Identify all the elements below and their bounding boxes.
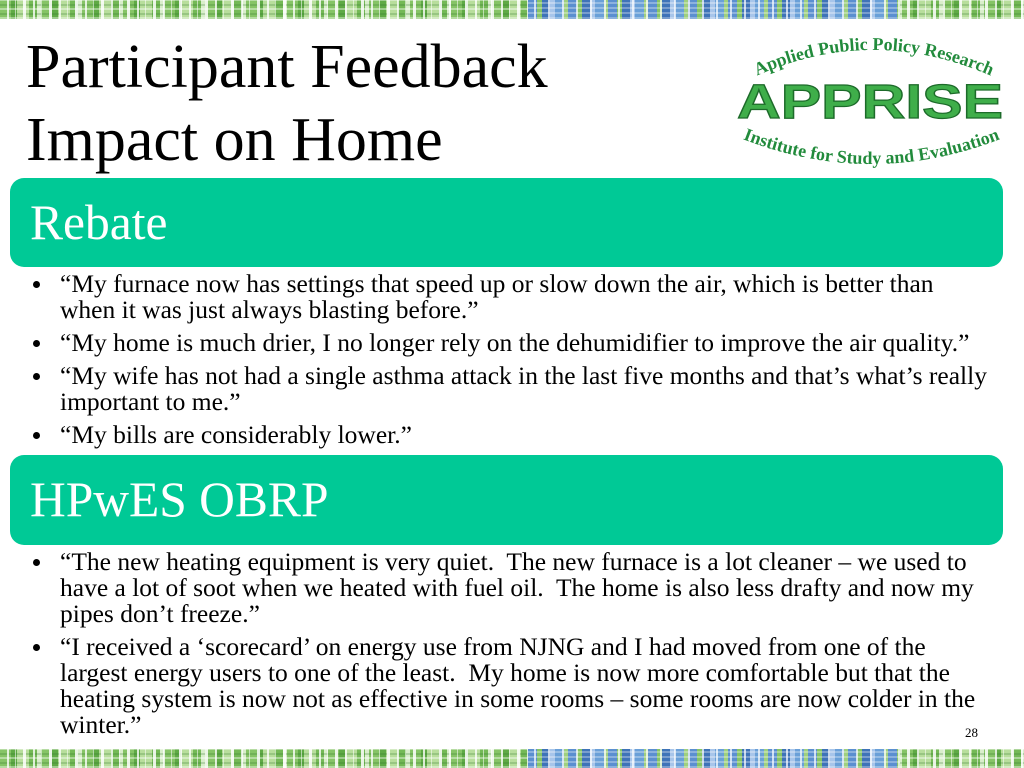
page-number: 28	[965, 725, 978, 740]
bullet-item	[0, 271, 1000, 323]
bullet-marker	[33, 340, 40, 347]
bullet-text-line: heating system is now not as effective in some rooms – some rooms are now colder in the	[60, 684, 976, 713]
decorative-border-top	[0, 0, 1024, 19]
logo-top-arc-text: Applied Public Policy Research	[750, 33, 998, 80]
slide-title	[26, 31, 548, 177]
bullet-marker	[33, 559, 40, 566]
decorative-border-bottom-blue-segment	[528, 749, 900, 768]
bullet-text-line: winter.”	[60, 710, 142, 739]
bullet-text-line: important to me.”	[60, 387, 241, 416]
logo-top-arc	[751, 34, 997, 79]
bullet-text-line: “My furnace now has settings that speed up or slow down the air, which is better than	[60, 269, 934, 298]
bullet-item	[0, 330, 1000, 356]
bullet-list-hpwes-obrp	[0, 549, 1000, 738]
bullet-marker	[33, 281, 40, 288]
logo-wordmark: APPRISE	[737, 76, 1003, 129]
bullet-text-line: “My wife has not had a single asthma attack in the last five months and that’s what’s really	[60, 361, 987, 390]
logo-bottom-arc-text: Institute for Study and Evaluation	[741, 124, 1002, 169]
slide-title-line: Participant Feedback	[26, 33, 548, 101]
section-heading: Rebate	[30, 194, 168, 250]
bullet-item	[0, 422, 1000, 448]
bullet-text-line: “My bills are considerably lower.”	[60, 420, 412, 449]
bullet-item	[0, 549, 1000, 627]
bullet-item	[0, 634, 1000, 738]
bullet-list-rebate	[0, 271, 1000, 448]
bullet-text-line: “My home is much drier, I no longer rely on the dehumidifier to improve the air quality.”	[60, 328, 970, 357]
bullet-text-line: largest energy users to one of the least. My home is now more comfortable but that the	[60, 658, 950, 687]
bullet-text-line: when it was just always blasting before.”	[60, 295, 479, 324]
bullet-item	[0, 363, 1000, 415]
bullet-text-line: “I received a ‘scorecard’ on energy use from NJNG and I had moved from one of the	[60, 632, 926, 661]
bullet-marker	[33, 373, 40, 380]
apprise-logo	[728, 24, 1012, 180]
bullet-text-line: “The new heating equipment is very quiet. The new furnace is a lot cleaner – we used to	[60, 547, 967, 576]
bullet-text-line: pipes don’t freeze.”	[60, 599, 260, 628]
bullet-marker	[33, 432, 40, 439]
slide-title-line: Impact on Home	[26, 106, 443, 174]
section-heading: HPwES OBRP	[30, 472, 329, 527]
bullet-text-line: have a lot of soot when we heated with fuel oil. The home is also less drafty and now my	[60, 573, 974, 602]
bullet-marker	[33, 644, 40, 651]
decorative-border-bottom	[0, 749, 1024, 768]
decorative-border-top-blue-segment	[528, 0, 900, 19]
section-header-hpwes-obrp	[10, 455, 1003, 545]
logo-bottom-arc	[741, 124, 1001, 168]
section-header-rebate	[10, 178, 1003, 267]
